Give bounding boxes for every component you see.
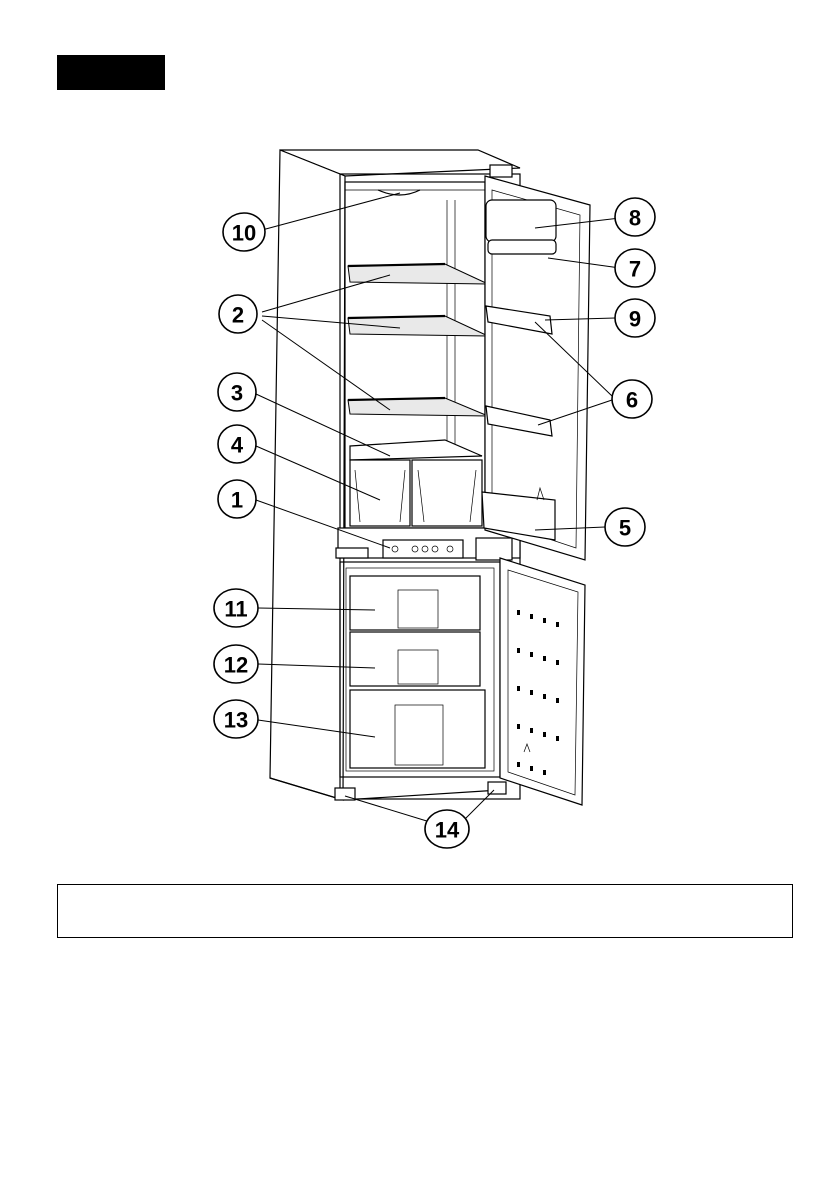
callout-2 xyxy=(219,295,257,333)
callout-label: 7 xyxy=(628,256,642,282)
callout-5 xyxy=(605,508,645,546)
callout-4 xyxy=(218,425,256,463)
callout-label: 13 xyxy=(223,707,249,733)
callout-13 xyxy=(214,700,258,738)
callout-label: 8 xyxy=(628,205,642,231)
callout-9 xyxy=(615,299,655,337)
callout-label: 14 xyxy=(434,817,460,843)
fridge-door xyxy=(482,176,590,560)
freezer-drawers xyxy=(350,576,485,768)
callout-label: 9 xyxy=(628,306,642,332)
callout-label: 11 xyxy=(224,596,248,622)
callout-6 xyxy=(612,380,652,418)
callout-10 xyxy=(223,213,265,251)
callout-label: 3 xyxy=(230,380,244,406)
note-box xyxy=(57,884,793,938)
freezer-door xyxy=(500,558,585,805)
callout-label: 10 xyxy=(231,220,257,246)
fridge-interior xyxy=(348,190,488,526)
callout-label: 2 xyxy=(231,302,245,328)
callout-7 xyxy=(615,249,655,287)
callout-3 xyxy=(218,373,256,411)
callout-label: 12 xyxy=(223,652,249,678)
callout-label: 6 xyxy=(625,387,639,413)
callout-label: 5 xyxy=(618,515,632,541)
callout-12 xyxy=(214,645,258,683)
callout-8 xyxy=(615,198,655,236)
callout-1 xyxy=(218,480,256,518)
callout-11 xyxy=(214,589,258,627)
callout-label: 4 xyxy=(230,432,244,458)
callout-label: 1 xyxy=(230,487,244,513)
callout-14 xyxy=(425,810,469,848)
